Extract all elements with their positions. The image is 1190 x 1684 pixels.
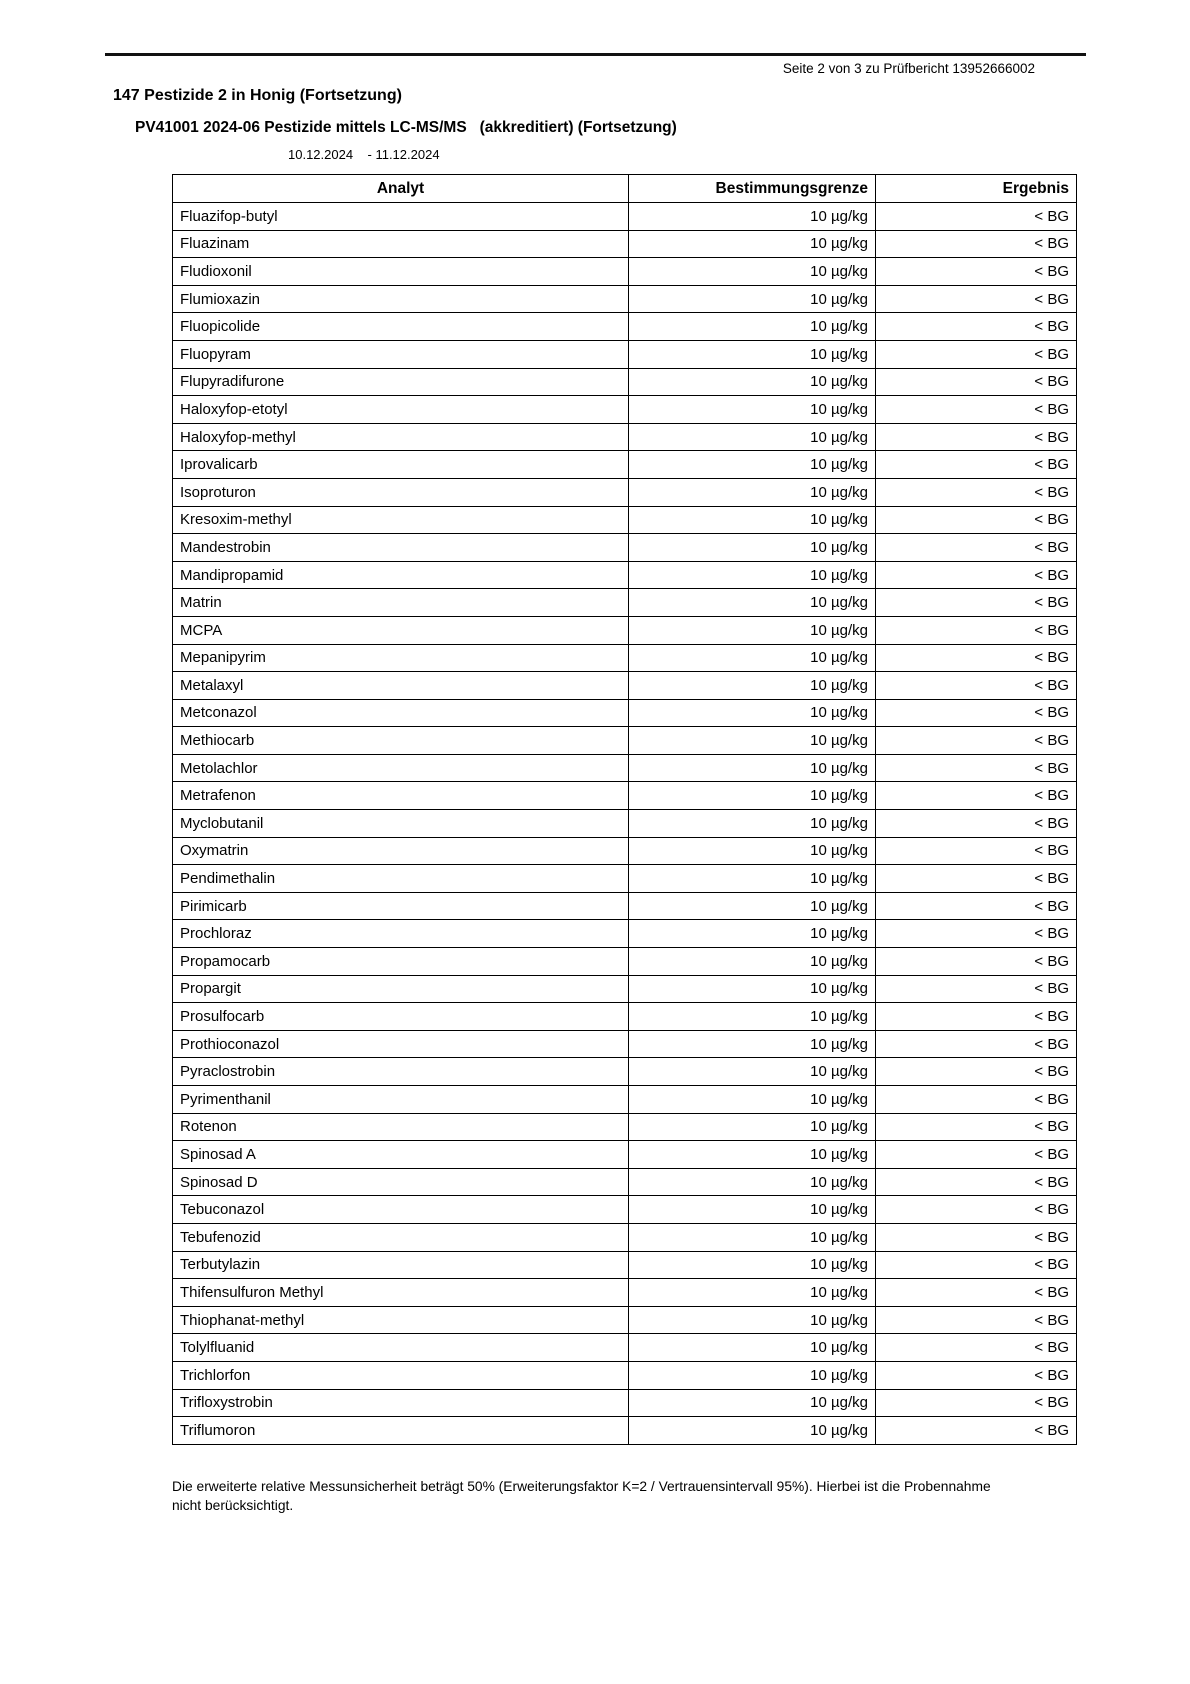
- analyt-cell: Haloxyfop-etotyl: [173, 396, 629, 424]
- table-row: [173, 1306, 1077, 1334]
- table-row: [173, 451, 1077, 479]
- limit-cell: 10 µg/kg: [629, 1168, 876, 1196]
- limit-cell: 10 µg/kg: [629, 1279, 876, 1307]
- result-cell: < BG: [876, 975, 1077, 1003]
- analyt-cell: Trichlorfon: [173, 1361, 629, 1389]
- limit-cell: 10 µg/kg: [629, 920, 876, 948]
- analyt-cell: Matrin: [173, 589, 629, 617]
- limit-cell: 10 µg/kg: [629, 1058, 876, 1086]
- analyt-cell: Haloxyfop-methyl: [173, 423, 629, 451]
- table-row: [173, 1389, 1077, 1417]
- table-row: [173, 368, 1077, 396]
- limit-cell: 10 µg/kg: [629, 451, 876, 479]
- note-line-2: nicht berücksichtigt.: [172, 1498, 294, 1514]
- result-cell: < BG: [876, 1168, 1077, 1196]
- analyt-cell: Mandipropamid: [173, 561, 629, 589]
- table-row: [173, 423, 1077, 451]
- table-row: [173, 892, 1077, 920]
- result-cell: < BG: [876, 230, 1077, 258]
- analyt-cell: Spinosad A: [173, 1141, 629, 1169]
- analyt-cell: Trifloxystrobin: [173, 1389, 629, 1417]
- result-cell: < BG: [876, 810, 1077, 838]
- analyt-cell: Oxymatrin: [173, 837, 629, 865]
- result-cell: < BG: [876, 1251, 1077, 1279]
- analyt-cell: Fluazinam: [173, 230, 629, 258]
- limit-cell: 10 µg/kg: [629, 340, 876, 368]
- table-row: [173, 1196, 1077, 1224]
- result-cell: < BG: [876, 1279, 1077, 1307]
- analyt-cell: Rotenon: [173, 1113, 629, 1141]
- limit-cell: 10 µg/kg: [629, 672, 876, 700]
- analyt-cell: Propamocarb: [173, 948, 629, 976]
- result-cell: < BG: [876, 534, 1077, 562]
- table-row: [173, 1279, 1077, 1307]
- table-row: [173, 1113, 1077, 1141]
- result-cell: < BG: [876, 1196, 1077, 1224]
- analyt-cell: Mandestrobin: [173, 534, 629, 562]
- analyt-cell: Propargit: [173, 975, 629, 1003]
- result-cell: < BG: [876, 258, 1077, 286]
- table-row: [173, 1334, 1077, 1362]
- result-cell: < BG: [876, 1030, 1077, 1058]
- limit-cell: 10 µg/kg: [629, 1417, 876, 1445]
- limit-cell: 10 µg/kg: [629, 1334, 876, 1362]
- result-cell: < BG: [876, 1141, 1077, 1169]
- analyt-cell: Flumioxazin: [173, 285, 629, 313]
- limit-cell: 10 µg/kg: [629, 396, 876, 424]
- table-row: [173, 754, 1077, 782]
- limit-cell: 10 µg/kg: [629, 1003, 876, 1031]
- limit-cell: 10 µg/kg: [629, 230, 876, 258]
- result-cell: < BG: [876, 1113, 1077, 1141]
- result-cell: < BG: [876, 1003, 1077, 1031]
- limit-cell: 10 µg/kg: [629, 837, 876, 865]
- limit-cell: 10 µg/kg: [629, 1306, 876, 1334]
- limit-cell: 10 µg/kg: [629, 478, 876, 506]
- result-cell: < BG: [876, 1334, 1077, 1362]
- analyt-cell: Myclobutanil: [173, 810, 629, 838]
- analyt-cell: Fluopicolide: [173, 313, 629, 341]
- result-cell: < BG: [876, 672, 1077, 700]
- results-table: [172, 174, 1077, 1445]
- table-row: [173, 1251, 1077, 1279]
- page-reference: Seite 2 von 3 zu Prüfbericht 13952666002: [782, 61, 1035, 76]
- table-row: [173, 616, 1077, 644]
- result-cell: < BG: [876, 948, 1077, 976]
- table-row: [173, 948, 1077, 976]
- limit-cell: 10 µg/kg: [629, 589, 876, 617]
- note-line-1: Die erweiterte relative Messunsicherheit beträgt 50% (Erweiterungsfaktor K=2 / Vertrauensintervall 95%). Hierbei ist die Probennahme: [172, 1479, 991, 1494]
- table-row: [173, 837, 1077, 865]
- analyt-cell: Tolylfluanid: [173, 1334, 629, 1362]
- table-row: [173, 1030, 1077, 1058]
- table-row: [173, 727, 1077, 755]
- limit-cell: 10 µg/kg: [629, 1196, 876, 1224]
- limit-cell: 10 µg/kg: [629, 368, 876, 396]
- result-cell: < BG: [876, 451, 1077, 479]
- limit-cell: 10 µg/kg: [629, 865, 876, 893]
- limit-cell: 10 µg/kg: [629, 506, 876, 534]
- analyt-cell: Kresoxim-methyl: [173, 506, 629, 534]
- limit-cell: 10 µg/kg: [629, 534, 876, 562]
- limit-cell: 10 µg/kg: [629, 948, 876, 976]
- column-header-bestimmungsgrenze: Bestimmungsgrenze: [629, 175, 876, 203]
- limit-cell: 10 µg/kg: [629, 1251, 876, 1279]
- limit-cell: 10 µg/kg: [629, 782, 876, 810]
- result-cell: < BG: [876, 1223, 1077, 1251]
- table-row: [173, 644, 1077, 672]
- table-row: [173, 561, 1077, 589]
- limit-cell: 10 µg/kg: [629, 727, 876, 755]
- result-cell: < BG: [876, 865, 1077, 893]
- analyt-cell: Flupyradifurone: [173, 368, 629, 396]
- table-row: [173, 396, 1077, 424]
- analyt-cell: Tebuconazol: [173, 1196, 629, 1224]
- method-title: PV41001 2024-06 Pestizide mittels LC-MS/MS (akkreditiert) (Fortsetzung): [135, 119, 677, 136]
- analyt-cell: Prothioconazol: [173, 1030, 629, 1058]
- analyt-cell: Thifensulfuron Methyl: [173, 1279, 629, 1307]
- result-cell: < BG: [876, 285, 1077, 313]
- table-row: [173, 782, 1077, 810]
- result-cell: < BG: [876, 1058, 1077, 1086]
- results-table-body: [173, 203, 1077, 1445]
- table-row: [173, 506, 1077, 534]
- result-cell: < BG: [876, 837, 1077, 865]
- result-cell: < BG: [876, 423, 1077, 451]
- table-row: [173, 672, 1077, 700]
- limit-cell: 10 µg/kg: [629, 423, 876, 451]
- result-cell: < BG: [876, 340, 1077, 368]
- result-cell: < BG: [876, 727, 1077, 755]
- result-cell: < BG: [876, 782, 1077, 810]
- analyt-cell: Iprovalicarb: [173, 451, 629, 479]
- analyt-cell: Pyrimenthanil: [173, 1086, 629, 1114]
- analyt-cell: Metconazol: [173, 699, 629, 727]
- analyt-cell: Metrafenon: [173, 782, 629, 810]
- limit-cell: 10 µg/kg: [629, 1030, 876, 1058]
- table-row: [173, 1058, 1077, 1086]
- limit-cell: 10 µg/kg: [629, 313, 876, 341]
- limit-cell: 10 µg/kg: [629, 1361, 876, 1389]
- limit-cell: 10 µg/kg: [629, 1113, 876, 1141]
- table-row: [173, 1168, 1077, 1196]
- limit-cell: 10 µg/kg: [629, 1086, 876, 1114]
- result-cell: < BG: [876, 589, 1077, 617]
- table-row: [173, 1003, 1077, 1031]
- analyt-cell: Metalaxyl: [173, 672, 629, 700]
- result-cell: < BG: [876, 644, 1077, 672]
- analyt-cell: Fludioxonil: [173, 258, 629, 286]
- analyt-cell: Metolachlor: [173, 754, 629, 782]
- limit-cell: 10 µg/kg: [629, 754, 876, 782]
- limit-cell: 10 µg/kg: [629, 975, 876, 1003]
- result-cell: < BG: [876, 396, 1077, 424]
- analyt-cell: Tebufenozid: [173, 1223, 629, 1251]
- analyt-cell: MCPA: [173, 616, 629, 644]
- analyt-cell: Spinosad D: [173, 1168, 629, 1196]
- table-row: [173, 920, 1077, 948]
- column-header-ergebnis: Ergebnis: [876, 175, 1077, 203]
- analyt-cell: Pirimicarb: [173, 892, 629, 920]
- table-row: [173, 340, 1077, 368]
- result-cell: < BG: [876, 754, 1077, 782]
- table-row: [173, 1086, 1077, 1114]
- analyt-cell: Pyraclostrobin: [173, 1058, 629, 1086]
- analyt-cell: Mepanipyrim: [173, 644, 629, 672]
- table-row: [173, 313, 1077, 341]
- result-cell: < BG: [876, 892, 1077, 920]
- limit-cell: 10 µg/kg: [629, 561, 876, 589]
- result-cell: < BG: [876, 1417, 1077, 1445]
- result-cell: < BG: [876, 478, 1077, 506]
- result-cell: < BG: [876, 506, 1077, 534]
- table-row: [173, 975, 1077, 1003]
- result-cell: < BG: [876, 1086, 1077, 1114]
- section-title: 147 Pestizide 2 in Honig (Fortsetzung): [113, 87, 402, 104]
- results-table-header: [173, 175, 1077, 203]
- analyt-cell: Fluopyram: [173, 340, 629, 368]
- table-row: [173, 699, 1077, 727]
- analyt-cell: Prochloraz: [173, 920, 629, 948]
- limit-cell: 10 µg/kg: [629, 258, 876, 286]
- result-cell: < BG: [876, 699, 1077, 727]
- limit-cell: 10 µg/kg: [629, 285, 876, 313]
- result-cell: < BG: [876, 203, 1077, 231]
- analysis-date-range: 10.12.2024 - 11.12.2024: [288, 147, 440, 162]
- limit-cell: 10 µg/kg: [629, 810, 876, 838]
- table-row: [173, 203, 1077, 231]
- analyt-cell: Prosulfocarb: [173, 1003, 629, 1031]
- result-cell: < BG: [876, 1306, 1077, 1334]
- limit-cell: 10 µg/kg: [629, 1141, 876, 1169]
- table-row: [173, 285, 1077, 313]
- limit-cell: 10 µg/kg: [629, 644, 876, 672]
- measurement-uncertainty-note: [172, 1477, 1072, 1516]
- table-row: [173, 258, 1077, 286]
- limit-cell: 10 µg/kg: [629, 699, 876, 727]
- analyt-cell: Triflumoron: [173, 1417, 629, 1445]
- result-cell: < BG: [876, 616, 1077, 644]
- analyt-cell: Thiophanat-methyl: [173, 1306, 629, 1334]
- limit-cell: 10 µg/kg: [629, 203, 876, 231]
- table-row: [173, 478, 1077, 506]
- result-cell: < BG: [876, 561, 1077, 589]
- result-cell: < BG: [876, 313, 1077, 341]
- result-cell: < BG: [876, 1361, 1077, 1389]
- analyt-cell: Isoproturon: [173, 478, 629, 506]
- result-cell: < BG: [876, 368, 1077, 396]
- analyt-cell: Terbutylazin: [173, 1251, 629, 1279]
- table-row: [173, 810, 1077, 838]
- table-row: [173, 865, 1077, 893]
- table-row: [173, 534, 1077, 562]
- analyt-cell: Methiocarb: [173, 727, 629, 755]
- analyt-cell: Pendimethalin: [173, 865, 629, 893]
- table-row: [173, 1361, 1077, 1389]
- limit-cell: 10 µg/kg: [629, 1389, 876, 1417]
- header-row: [173, 175, 1077, 203]
- table-row: [173, 1223, 1077, 1251]
- analyt-cell: Fluazifop-butyl: [173, 203, 629, 231]
- table-row: [173, 1141, 1077, 1169]
- result-cell: < BG: [876, 920, 1077, 948]
- limit-cell: 10 µg/kg: [629, 892, 876, 920]
- limit-cell: 10 µg/kg: [629, 1223, 876, 1251]
- column-header-analyt: Analyt: [173, 175, 629, 203]
- result-cell: < BG: [876, 1389, 1077, 1417]
- table-row: [173, 230, 1077, 258]
- limit-cell: 10 µg/kg: [629, 616, 876, 644]
- table-row: [173, 589, 1077, 617]
- table-row: [173, 1417, 1077, 1445]
- page-header-divider: [105, 53, 1086, 56]
